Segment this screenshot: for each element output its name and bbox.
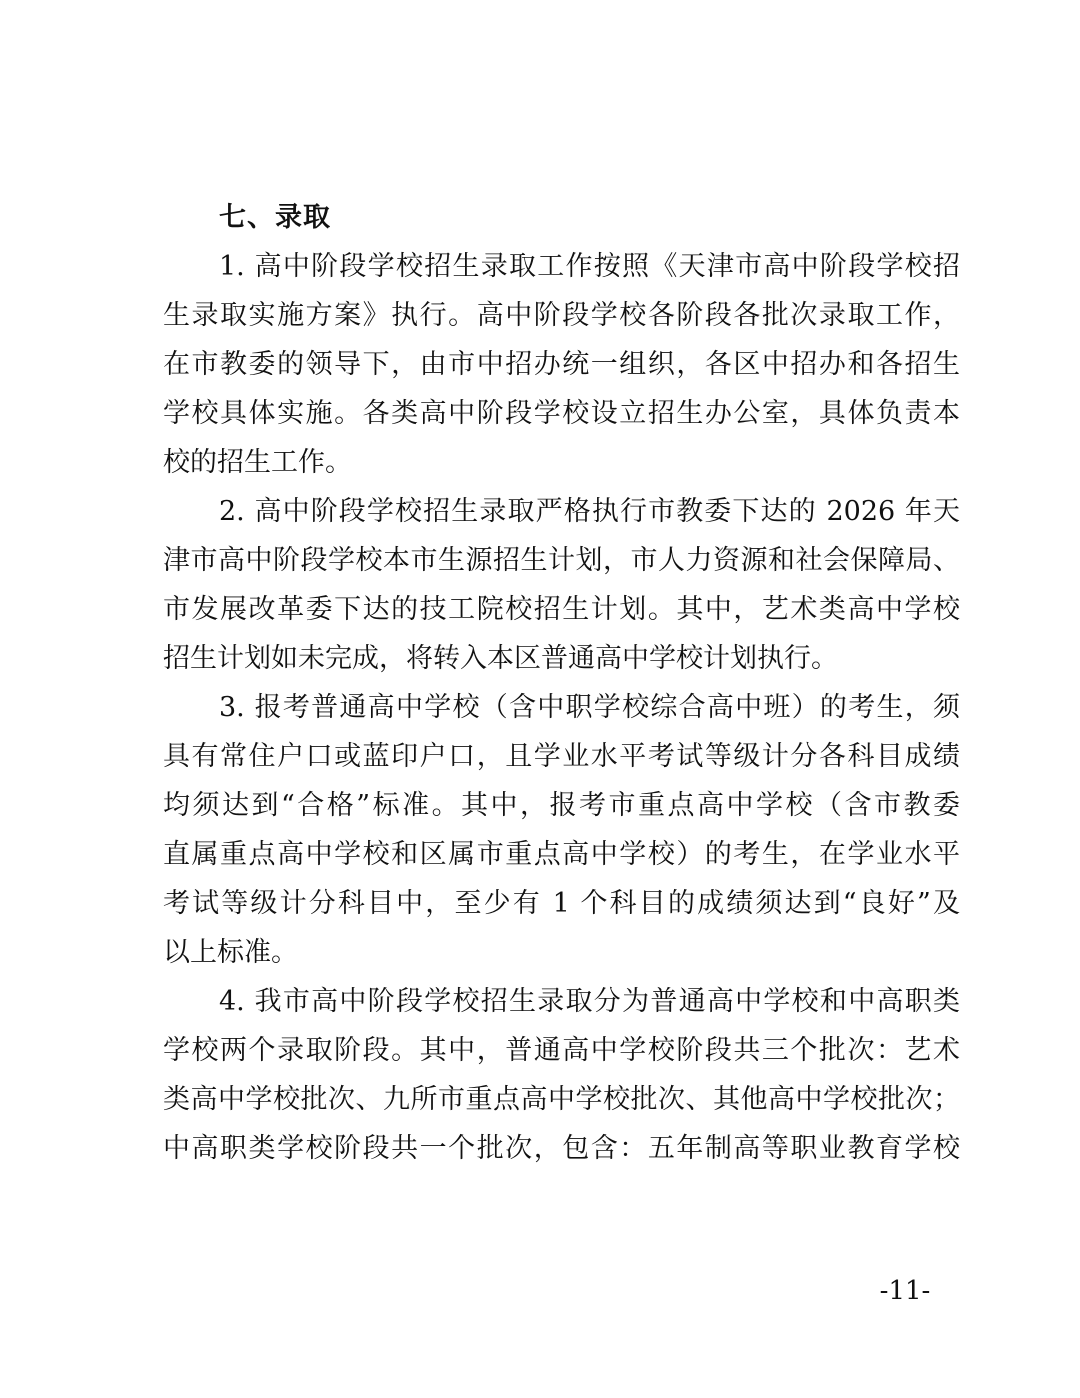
paragraph-line: 生录取实施方案》执行。高中阶段学校各阶段各批次录取工作， (163, 300, 960, 331)
paragraph-line: 考试等级计分科目中，至少有 1 个科目的成绩须达到“良好”及 (163, 888, 960, 919)
paragraph-line: 3. 报考普通高中学校（含中职学校综合高中班）的考生，须 (219, 692, 960, 723)
paragraph-line: 招生计划如未完成，将转入本区普通高中学校计划执行。 (163, 643, 838, 674)
paragraph-line: 学校具体实施。各类高中阶段学校设立招生办公室，具体负责本 (163, 398, 960, 429)
paragraph-line: 类高中学校批次、九所市重点高中学校批次、其他高中学校批次； (163, 1084, 960, 1115)
paragraph-4 (163, 977, 960, 1173)
paragraph-2 (163, 487, 960, 683)
paragraph-line: 校的招生工作。 (163, 447, 352, 478)
paragraph-line: 直属重点高中学校和区属市重点高中学校）的考生，在学业水平 (163, 839, 960, 870)
paragraph-line: 中高职类学校阶段共一个批次，包含：五年制高等职业教育学校 (163, 1133, 960, 1164)
paragraph-line: 津市高中阶段学校本市生源招生计划，市人力资源和社会保障局、 (163, 545, 960, 576)
paragraph-line: 1. 高中阶段学校招生录取工作按照《天津市高中阶段学校招 (219, 251, 960, 282)
paragraph-line: 均须达到“合格”标准。其中，报考市重点高中学校（含市教委 (163, 790, 960, 821)
page-number: -11- (879, 1276, 931, 1306)
paragraph-1 (163, 242, 960, 487)
paragraph-line: 具有常住户口或蓝印户口，且学业水平考试等级计分各科目成绩 (163, 741, 960, 772)
paragraph-line: 市发展改革委下达的技工院校招生计划。其中，艺术类高中学校 (163, 594, 960, 625)
paragraph-3 (163, 683, 960, 977)
paragraph-line: 在市教委的领导下，由市中招办统一组织，各区中招办和各招生 (163, 349, 960, 380)
paragraph-line: 以上标准。 (163, 937, 298, 968)
paragraph-line: 2. 高中阶段学校招生录取严格执行市教委下达的 2026 年天 (219, 496, 960, 527)
section-heading: 七、录取 (219, 202, 331, 233)
paragraph-line: 学校两个录取阶段。其中，普通高中学校阶段共三个批次：艺术 (163, 1035, 960, 1066)
document-body (163, 193, 960, 1173)
paragraph-line: 4. 我市高中阶段学校招生录取分为普通高中学校和中高职类 (219, 986, 960, 1017)
